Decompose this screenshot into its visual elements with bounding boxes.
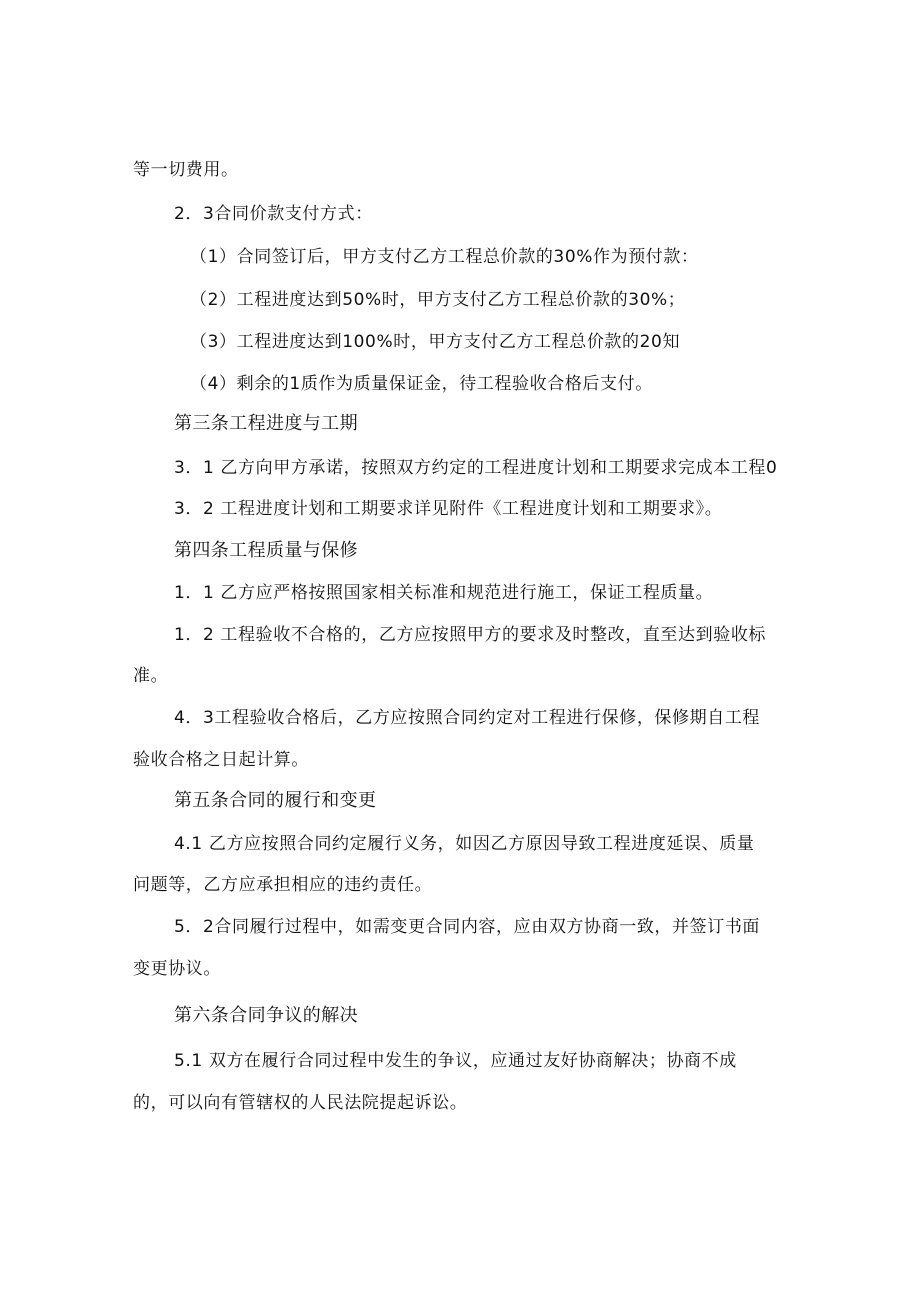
paragraph-line: 变更协议。 <box>133 959 221 979</box>
paragraph-line: 5.1 双方在履行合同过程中发生的争议，应通过友好协商解决；协商不成 <box>174 1051 737 1071</box>
section-heading: 第三条工程进度与工期 <box>174 413 358 434</box>
list-item: （1）合同签订后，甲方支付乙方工程总价款的30%作为预付款： <box>190 247 699 267</box>
section-heading: 第四条工程质量与保修 <box>174 540 358 561</box>
paragraph-line: 3．2 工程进度计划和工期要求详见附件《工程进度计划和工期要求》。 <box>174 499 723 519</box>
section-heading: 第六条合同争议的解决 <box>174 1005 358 1026</box>
list-item: （4）剩余的1质作为质量保证金，待工程验收合格后支付。 <box>190 374 653 394</box>
paragraph-line: 1．2 工程验收不合格的，乙方应按照甲方的要求及时整改，直至达到验收标 <box>174 625 767 645</box>
paragraph-line: 5．2合同履行过程中，如需变更合同内容，应由双方协商一致，并签订书面 <box>174 917 761 937</box>
list-item: （3）工程进度达到100%时，甲方支付乙方工程总价款的20知 <box>190 332 681 352</box>
paragraph-line: 2．3合同价款支付方式： <box>174 204 373 224</box>
section-heading: 第五条合同的履行和变更 <box>174 790 377 811</box>
list-item: （2）工程进度达到50%时，甲方支付乙方工程总价款的30%； <box>190 290 686 310</box>
paragraph-line: 准。 <box>133 666 169 686</box>
paragraph-line: 验收合格之日起计算。 <box>133 750 309 770</box>
paragraph-line: 4．3工程验收合格后，乙方应按照合同约定对工程进行保修，保修期自工程 <box>174 708 761 728</box>
paragraph-line: 3．1 乙方向甲方承诺，按照双方约定的工程进度计划和工期要求完成本工程0 <box>174 458 778 478</box>
paragraph-line: 等一切费用。 <box>133 160 239 180</box>
paragraph-line: 1．1 乙方应严格按照国家相关标准和规范进行施工，保证工程质量。 <box>174 583 714 603</box>
paragraph-line: 的，可以向有管辖权的人民法院提起诉讼。 <box>133 1093 468 1113</box>
paragraph-line: 4.1 乙方应按照合同约定履行义务，如因乙方原因导致工程进度延误、质量 <box>174 834 755 854</box>
paragraph-line: 问题等，乙方应承担相应的违约责任。 <box>133 875 433 895</box>
